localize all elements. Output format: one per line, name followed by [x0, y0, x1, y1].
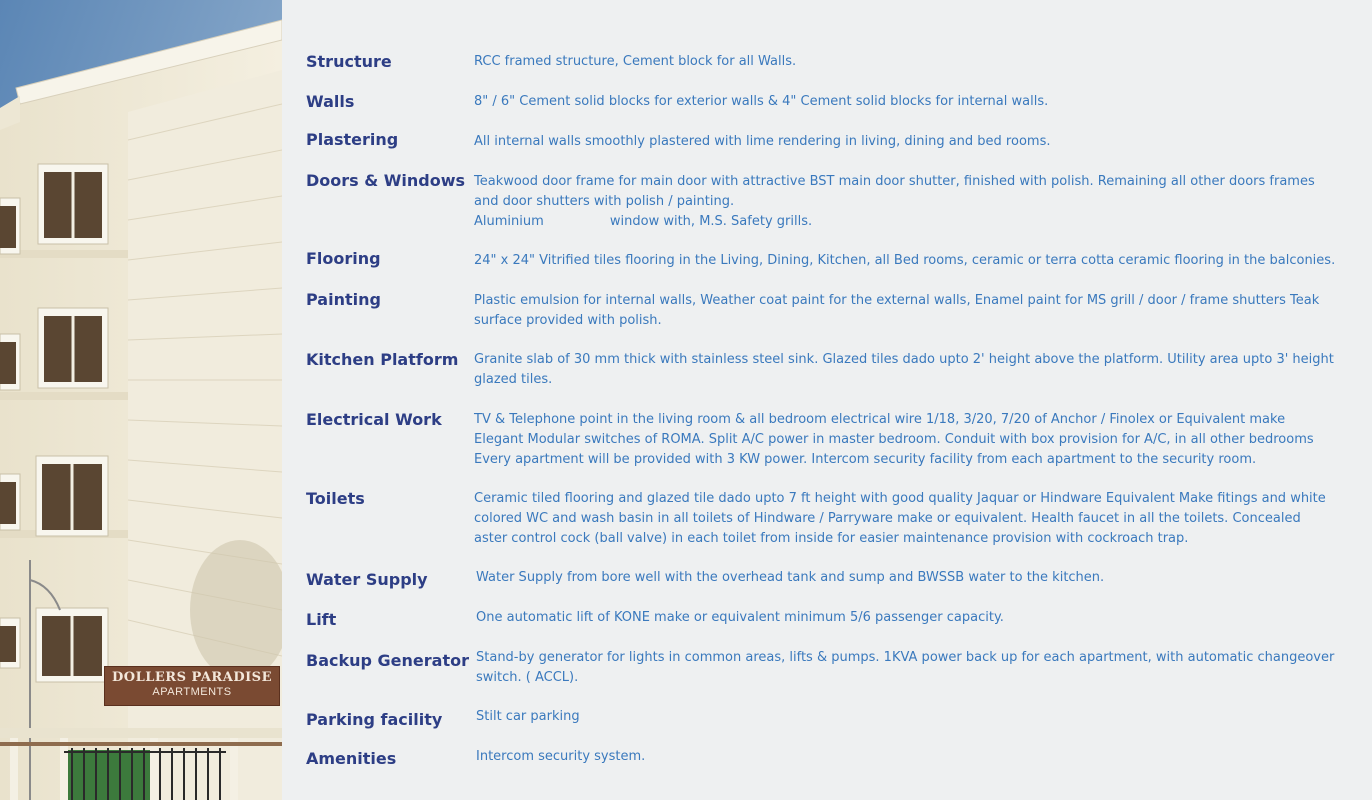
- spec-desc-flooring: [474, 251, 1335, 271]
- spec-desc-line: Water Supply from bore well with the overhead tank and sump and BWSSB water to the kitchen.: [476, 570, 1105, 585]
- spec-desc-line: aster control cock (ball valve) in each toilet from inside for easier maintenance provision with cockroach trap.: [474, 531, 1189, 546]
- spec-desc-line: All internal walls smoothly plastered with lime rendering in living, dining and bed rooms.: [474, 134, 1051, 149]
- spec-label-toilets: Toilets: [306, 489, 365, 508]
- spec-desc-kitchen-platform: [474, 350, 1334, 390]
- spec-desc-painting: [474, 291, 1319, 331]
- spec-desc-line: Plastic emulsion for internal walls, Weather coat paint for the external walls, Enamel paint for MS grill / door / frame shutters Teak: [474, 293, 1320, 308]
- spec-desc-line: and door shutters with polish / painting.: [474, 194, 735, 209]
- spec-desc-line: Ceramic tiled flooring and glazed tile dado upto 7 ft height with good quality Jaquar or Hindware Equivalent Make fitings and white: [474, 491, 1326, 506]
- spec-desc-line: Stilt car parking: [476, 709, 580, 724]
- spec-label-painting: Painting: [306, 290, 381, 309]
- spec-desc-line: surface provided with polish.: [474, 313, 662, 328]
- spec-label-flooring: Flooring: [306, 249, 381, 268]
- spec-desc-backup-generator: [476, 648, 1334, 688]
- spec-desc-lift: [476, 608, 1004, 628]
- spec-label-water-supply: Water Supply: [306, 570, 428, 589]
- spec-desc-line: Elegant Modular switches of ROMA. Split A/C power in master bedroom. Conduit with box provision for A/C, in all other bedrooms: [474, 432, 1314, 447]
- spec-label-lift: Lift: [306, 610, 337, 629]
- signboard-title: DOLLERS PARADISE: [112, 670, 272, 685]
- spec-label-walls: Walls: [306, 92, 355, 111]
- spec-desc-amenities: [476, 747, 645, 767]
- spec-desc-line: Stand-by generator for lights in common areas, lifts & pumps. 1KVA power back up for each apartment, with automatic changeover: [476, 650, 1335, 665]
- spec-desc-line: glazed tiles.: [474, 372, 553, 387]
- spec-label-kitchen-platform: Kitchen Platform: [306, 350, 459, 369]
- spec-label-electrical-work: Electrical Work: [306, 410, 442, 429]
- spec-label-parking-facility: Parking facility: [306, 710, 443, 729]
- spec-desc-line: switch. ( ACCL).: [476, 670, 579, 685]
- spec-desc-line: Aluminium window with, M.S. Safety grills.: [474, 214, 813, 229]
- spec-desc-plastering: [474, 132, 1050, 152]
- spec-desc-structure: [474, 52, 796, 72]
- spec-label-plastering: Plastering: [306, 130, 399, 149]
- spec-desc-water-supply: [476, 568, 1104, 588]
- spec-desc-line: Teakwood door frame for main door with attractive BST main door shutter, finished with polish. Remaining all other doors frames: [474, 174, 1315, 189]
- spec-desc-line: Intercom security system.: [476, 749, 646, 764]
- spec-label-backup-generator: Backup Generator: [306, 651, 469, 670]
- spec-desc-line: 8" / 6" Cement solid blocks for exterior walls & 4" Cement solid blocks for internal walls.: [474, 94, 1049, 109]
- spec-label-doors-windows: Doors & Windows: [306, 171, 466, 190]
- spec-desc-line: Every apartment will be provided with 3 KW power. Intercom security facility from each apartment to the security room.: [474, 452, 1257, 467]
- spec-desc-walls: [474, 92, 1048, 112]
- spec-desc-line: RCC framed structure, Cement block for all Walls.: [474, 54, 797, 69]
- spec-desc-toilets: [474, 489, 1326, 549]
- spec-desc-parking-facility: [476, 707, 580, 727]
- spec-label-amenities: Amenities: [306, 749, 397, 768]
- spec-desc-doors-windows: [474, 172, 1315, 232]
- spec-desc-line: Granite slab of 30 mm thick with stainless steel sink. Glazed tiles dado upto 2' height above the platform. Utility area upto 3' height: [474, 352, 1334, 367]
- spec-desc-line: TV & Telephone point in the living room & all bedroom electrical wire 1/18, 3/20, 7/20 of Anchor / Finolex or Equivalent make: [474, 412, 1286, 427]
- spec-desc-line: 24" x 24" Vitrified tiles flooring in the Living, Dining, Kitchen, all Bed rooms, ceramic or terra cotta ceramic flooring in the balconies.: [474, 253, 1336, 268]
- spec-desc-line: colored WC and wash basin in all toilets of Hindware / Parryware make or equivalent. Health faucet in all the toilets. Concealed: [474, 511, 1301, 526]
- spec-desc-line: One automatic lift of KONE make or equivalent minimum 5/6 passenger capacity.: [476, 610, 1004, 625]
- signboard-subtitle: APARTMENTS: [152, 686, 232, 698]
- spec-label-structure: Structure: [306, 52, 392, 71]
- spec-desc-electrical-work: [474, 410, 1314, 470]
